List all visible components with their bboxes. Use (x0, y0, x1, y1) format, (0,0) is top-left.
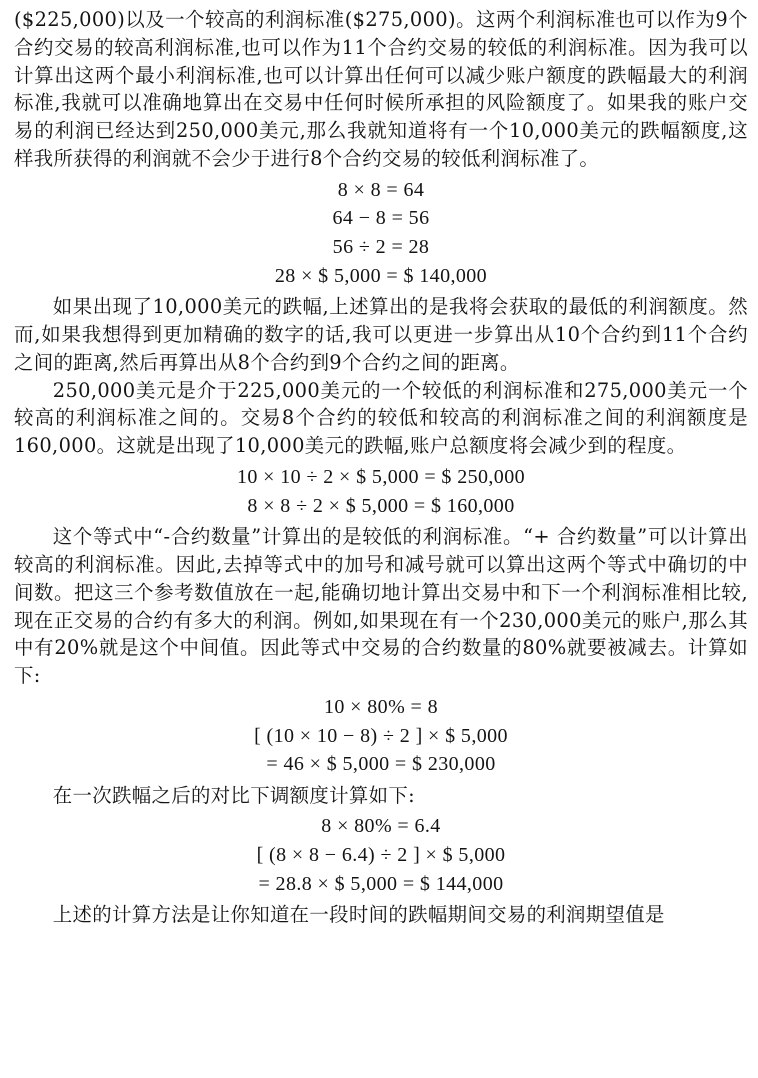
equation-group-1 (14, 176, 748, 290)
equation-line: 8 × 8 = 64 (337, 178, 425, 201)
equation-line: 8 × 80% = 6.4 (321, 815, 441, 838)
paragraph-between-standards: 250,000美元是介于225,000美元的一个较低的利润标准和275,000美元一个较高的利润标准之间的。交易8个合约的较低和较高的利润标准之间的利润额度是160,000。这就是出现了10,000美元的跌幅,账户总额度将会减少到的程度。 (14, 378, 748, 458)
equation-group-3 (14, 693, 748, 779)
equation-line: = 28.8 × $ 5,000 = $ 144,000 (258, 872, 504, 895)
paragraph-drawdown-adjustment: 在一次跌幅之后的对比下调额度计算如下: (52, 783, 416, 807)
equation-line: 28 × $ 5,000 = $ 140,000 (274, 264, 488, 287)
equation-line: = 46 × $ 5,000 = $ 230,000 (266, 753, 496, 776)
paragraph-conclusion: 上述的计算方法是让你知道在一段时间的跌幅期间交易的利润期望值是 (52, 903, 665, 927)
equation-line: 10 × 10 ÷ 2 × $ 5,000 = $ 250,000 (236, 465, 525, 488)
paragraph-profit-standards: ($225,000)以及一个较高的利润标准($275,000)。这两个利润标准也可以作为9个合约交易的较高利润标准,也可以作为11个合约交易的较低的利润标准。因为我可以计算出这两个最小利润标准,也可以计算出任何可以减少账户额度的跌幅最大的利润标准,我就可以准确地算出在交易中任何时候所承担的风险额度了。如果我的账户交易的利润已经达到250,000美元,那么我就知道将有一个10,000美元的跌幅额度,这样我所获得的利润就不会少于进行8个合约交易的较低利润标准了。 (14, 8, 748, 170)
paragraph-minimum-profit: 如果出现了10,000美元的跌幅,上述算出的是我将会获取的最低的利润额度。然而,如果我想得到更加精确的数字的话,我可以更进一步算出从10个合约到11个合约之间的距离,然后再算出从8个合约到9个合约之间的距离。 (14, 295, 748, 374)
equation-line: 8 × 8 ÷ 2 × $ 5,000 = $ 160,000 (247, 494, 515, 517)
equation-group-4 (14, 812, 748, 898)
paragraph-midpoint-explanation: 这个等式中“-合约数量”计算出的是较低的利润标准。“+ 合约数量”可以计算出较高的利润标准。因此,去掉等式中的加号和减号就可以算出这两个等式中确切的中间数。把这三个参考数值放在一起,能确切地计算出交易中和下一个利润标准相比较,现在正交易的合约有多大的利润。例如,如果现在有一个230,000美元的账户,那么其中有20%就是这个中间值。因此等式中交易的合约数量的80%就要被减去。计算如下: (14, 525, 748, 688)
equation-line: 10 × 80% = 8 (323, 695, 439, 718)
equation-line: [ (8 × 8 − 6.4) ÷ 2 ] × $ 5,000 (256, 844, 506, 867)
equation-line: 56 ÷ 2 = 28 (332, 235, 430, 258)
equation-line: [ (10 × 10 − 8) ÷ 2 ] × $ 5,000 (254, 724, 508, 747)
equation-group-2 (14, 463, 748, 520)
equation-line: 64 − 8 = 56 (332, 207, 430, 230)
